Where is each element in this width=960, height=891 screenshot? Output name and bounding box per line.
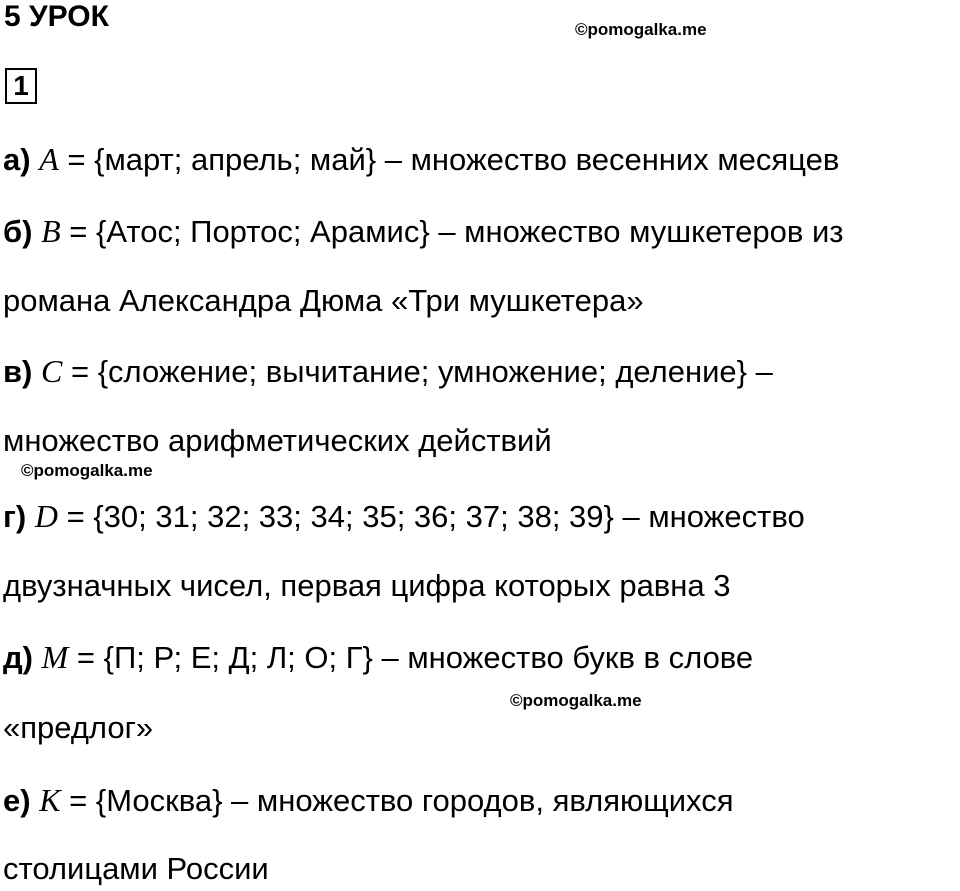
lesson-title: 5 УРОК [4,0,109,33]
watermark: ©pomogalka.me [21,461,153,480]
item-b-line-1 [3,211,843,252]
item-d-set-name: D [34,498,58,534]
item-f-text: = {Москва} – множество городов, являющихся [69,783,734,818]
item-c-marker: в) [3,354,33,389]
item-d-line-1 [3,496,805,537]
item-a-set-name: A [39,141,59,177]
item-a-marker: а) [3,142,31,177]
item-f-line-2: столицами России [3,851,269,886]
item-e-text: = {П; Р; Е; Д; Л; О; Г} – множество букв в слове [76,640,754,675]
item-e-line-1 [3,637,753,678]
item-b-text: = {Атос; Портос; Арамис} – множество мушкетеров из [69,214,844,249]
watermark: ©pomogalka.me [510,691,642,710]
item-d-marker: г) [3,499,27,534]
task-number-box: 1 [5,68,37,104]
item-c-line-1 [3,351,773,392]
item-e-line-2: «предлог» [3,710,154,745]
item-f-set-name: K [39,782,61,818]
item-f-line-1 [3,780,734,821]
item-b-marker: б) [3,214,33,249]
item-b-set-name: B [41,213,61,249]
item-a-text: = {март; апрель; май} – множество весенних месяцев [67,142,840,177]
item-d-text: = {30; 31; 32; 33; 34; 35; 36; 37; 38; 39} – множество [66,499,805,534]
item-f-marker: е) [3,783,31,818]
item-e-marker: д) [3,640,34,675]
item-c-set-name: C [41,353,63,389]
item-c-line-2: множество арифметических действий [3,423,552,458]
item-c-text: = {сложение; вычитание; умножение; деление} – [70,354,773,389]
watermark: ©pomogalka.me [575,20,707,39]
item-b-line-2: романа Александра Дюма «Три мушкетера» [3,283,644,318]
item-d-line-2: двузначных чисел, первая цифра которых равна 3 [3,568,731,603]
item-a-line-1 [3,139,839,180]
item-e-set-name: M [41,639,69,675]
